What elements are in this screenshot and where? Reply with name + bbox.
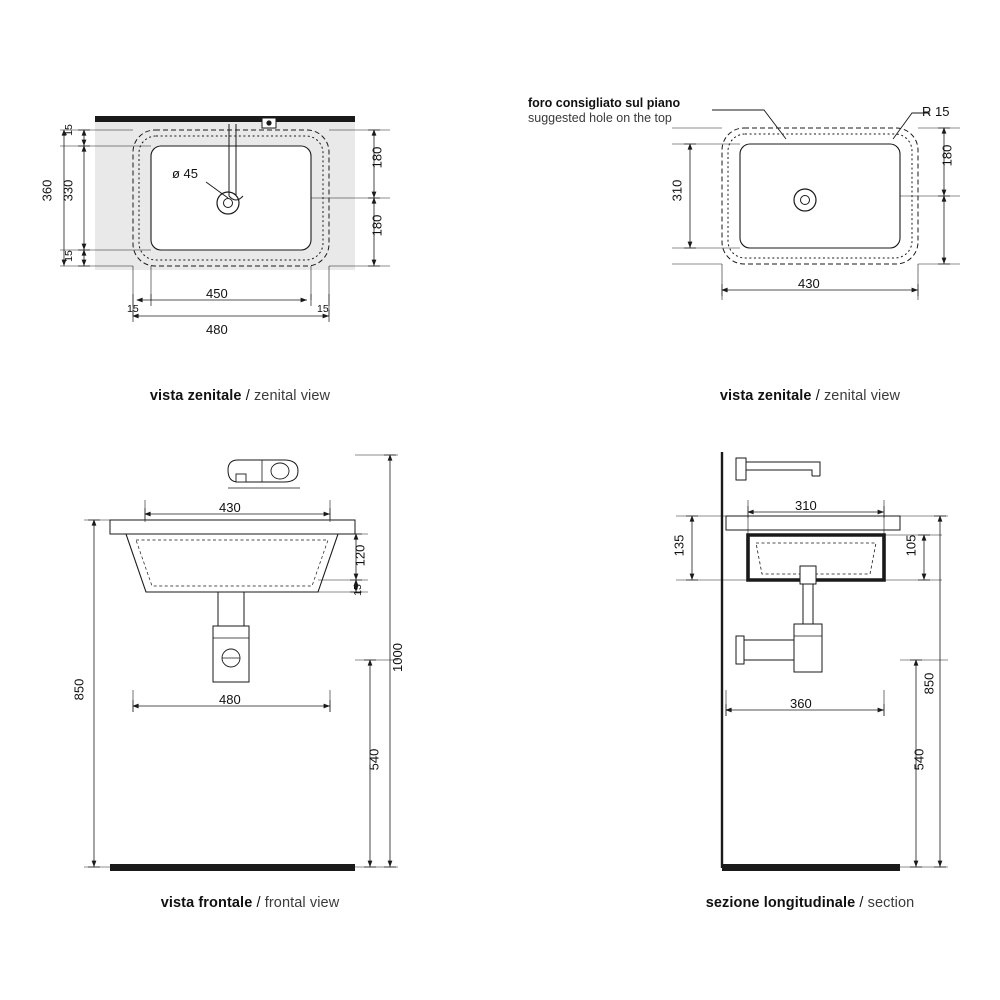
caption-en-top-left: zenital view xyxy=(253,388,331,404)
dim-tl-15-left: 15 xyxy=(127,303,139,315)
note-suggested-hole xyxy=(528,96,680,126)
dim-bl-480: 480 xyxy=(219,692,241,707)
dim-bl-850: 850 xyxy=(71,678,87,701)
dim-tl-450: 450 xyxy=(206,286,228,301)
note-en-suggested-hole: suggested hole on the top xyxy=(528,111,672,125)
caption-view-bottom-right xyxy=(590,895,1000,911)
caption-sep-top-left: / xyxy=(241,388,254,404)
dim-tl-180-bottom: 180 xyxy=(369,214,385,237)
view-bottom-left-geometry xyxy=(84,455,398,871)
dim-tl-180-top: 180 xyxy=(369,146,385,169)
caption-view-bottom-left xyxy=(30,895,470,911)
dim-tl-330: 330 xyxy=(60,179,76,202)
caption-it-top-left: vista zenitale xyxy=(149,388,242,404)
caption-sep-bottom-right: / xyxy=(855,895,868,911)
caption-view-top-right xyxy=(600,388,1000,404)
dim-tl-15-top: 15 xyxy=(62,124,75,136)
view-bottom-right-geometry xyxy=(676,452,948,871)
dim-tr-180: 180 xyxy=(939,144,955,167)
dim-br-105: 105 xyxy=(903,534,919,557)
dim-bl-430: 430 xyxy=(219,500,241,515)
dim-bl-15: 15 xyxy=(351,584,364,596)
caption-it-top-right: vista zenitale xyxy=(719,388,812,404)
view-top-right-geometry xyxy=(672,110,960,300)
dim-tl-15-right: 15 xyxy=(317,303,329,315)
dim-br-310: 310 xyxy=(795,498,817,513)
dim-br-540: 540 xyxy=(911,748,927,771)
caption-view-top-left xyxy=(30,388,450,404)
dim-bl-540: 540 xyxy=(366,748,382,771)
caption-sep-bottom-left: / xyxy=(252,895,265,911)
dim-tl-hole-diameter: ø 45 xyxy=(172,166,199,181)
dim-tl-15-bottom: 15 xyxy=(62,250,75,262)
dim-bl-1000: 1000 xyxy=(389,643,405,672)
dim-tr-430: 430 xyxy=(798,276,820,291)
caption-it-bottom-left: vista frontale xyxy=(160,895,253,911)
note-it-suggested-hole: foro consigliato sul piano xyxy=(528,96,681,110)
caption-en-bottom-right: section xyxy=(867,895,915,911)
dim-br-135: 135 xyxy=(671,534,687,557)
dim-tl-360: 360 xyxy=(39,179,55,202)
dim-bl-120: 120 xyxy=(352,544,368,567)
dim-tr-310: 310 xyxy=(669,179,685,202)
dim-tr-radius: R 15 xyxy=(922,104,950,119)
caption-sep-top-right: / xyxy=(811,388,824,404)
dim-br-850: 850 xyxy=(921,672,937,695)
caption-en-bottom-left: frontal view xyxy=(264,895,340,911)
caption-en-top-right: zenital view xyxy=(823,388,901,404)
dim-tl-480: 480 xyxy=(206,322,228,337)
dim-br-360: 360 xyxy=(790,696,812,711)
caption-it-bottom-right: sezione longitudinale xyxy=(705,895,856,911)
